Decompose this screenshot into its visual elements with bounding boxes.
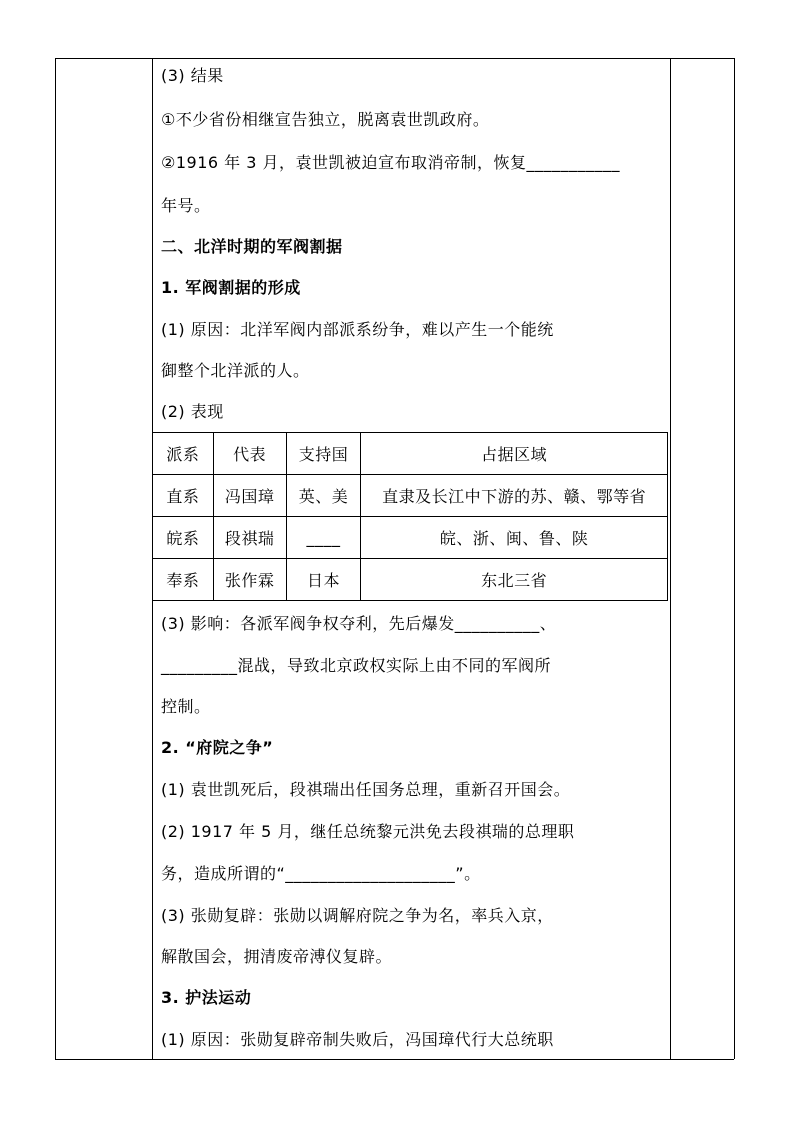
table-cell: 直系 [153,475,214,517]
cause-line-2: 御整个北洋派的人。 [161,361,310,380]
manifestation-heading: (2) 表现 [161,402,224,421]
impact-line-3: 控制。 [161,697,211,716]
constitution-cause-line: (1) 原因：张勋复辟帝制失败后，冯国璋代行大总统职 [161,1030,554,1049]
table-header-cell: 派系 [153,433,214,475]
frame-top-border [55,58,734,59]
table-cell: 皖、浙、闽、鲁、陕 [361,517,668,559]
table-cell: 段祺瑞 [213,517,286,559]
table-cell: 东北三省 [361,559,668,601]
table-cell: 张作霖 [213,559,286,601]
warlord-factions-table [152,432,668,601]
frame-bottom-border [55,1059,734,1060]
table-cell: ____ [286,517,361,559]
table-cell: 日本 [286,559,361,601]
fuyuan-item-2-cont: 务，造成所谓的“____________________”。 [161,864,481,883]
table-row [153,475,668,517]
table-cell: 冯国璋 [213,475,286,517]
table-header-cell: 占据区域 [361,433,668,475]
result-item-1: ①不少省份相继宣告独立，脱离袁世凯政府。 [161,110,490,129]
table-cell: 皖系 [153,517,214,559]
subheading-fuyuan: 2. “府院之争” [161,738,274,757]
table-header-cell: 代表 [213,433,286,475]
table-cell: 直隶及长江中下游的苏、赣、鄂等省 [361,475,668,517]
result-item-2-cont: 年号。 [161,196,211,215]
table-cell: 英、美 [286,475,361,517]
table-cell: 奉系 [153,559,214,601]
subheading-constitution: 3. 护法运动 [161,988,252,1007]
result-heading: (3) 结果 [161,66,224,85]
fuyuan-item-2: (2) 1917 年 5 月，继任总统黎元洪免去段祺瑞的总理职 [161,822,575,841]
table-row [153,559,668,601]
cause-line-1: (1) 原因：北洋军阀内部派系纷争，难以产生一个能统 [161,320,554,339]
impact-line-2: _________混战，导致北京政权实际上由不同的军阀所 [161,656,552,675]
fuyuan-item-1: (1) 袁世凯死后，段祺瑞出任国务总理，重新召开国会。 [161,780,571,799]
subheading-formation: 1. 军阀割据的形成 [161,278,301,297]
section-heading: 二、北洋时期的军阀割据 [161,237,343,256]
fuyuan-item-3: (3) 张勋复辟：张勋以调解府院之争为名，率兵入京， [161,906,554,925]
frame-left-border [55,58,56,1059]
frame-right-border [734,58,735,1059]
table-row [153,517,668,559]
fuyuan-item-3-cont: 解散国会，拥清废帝溥仪复辟。 [161,947,393,966]
impact-line-1: (3) 影响：各派军阀争权夺利，先后爆发__________、 [161,614,557,633]
table-header-row [153,433,668,475]
result-item-2: ②1916 年 3 月，袁世凯被迫宣布取消帝制，恢复___________ [161,153,621,172]
column-divider-right [670,58,671,1059]
table-header-cell: 支持国 [286,433,361,475]
